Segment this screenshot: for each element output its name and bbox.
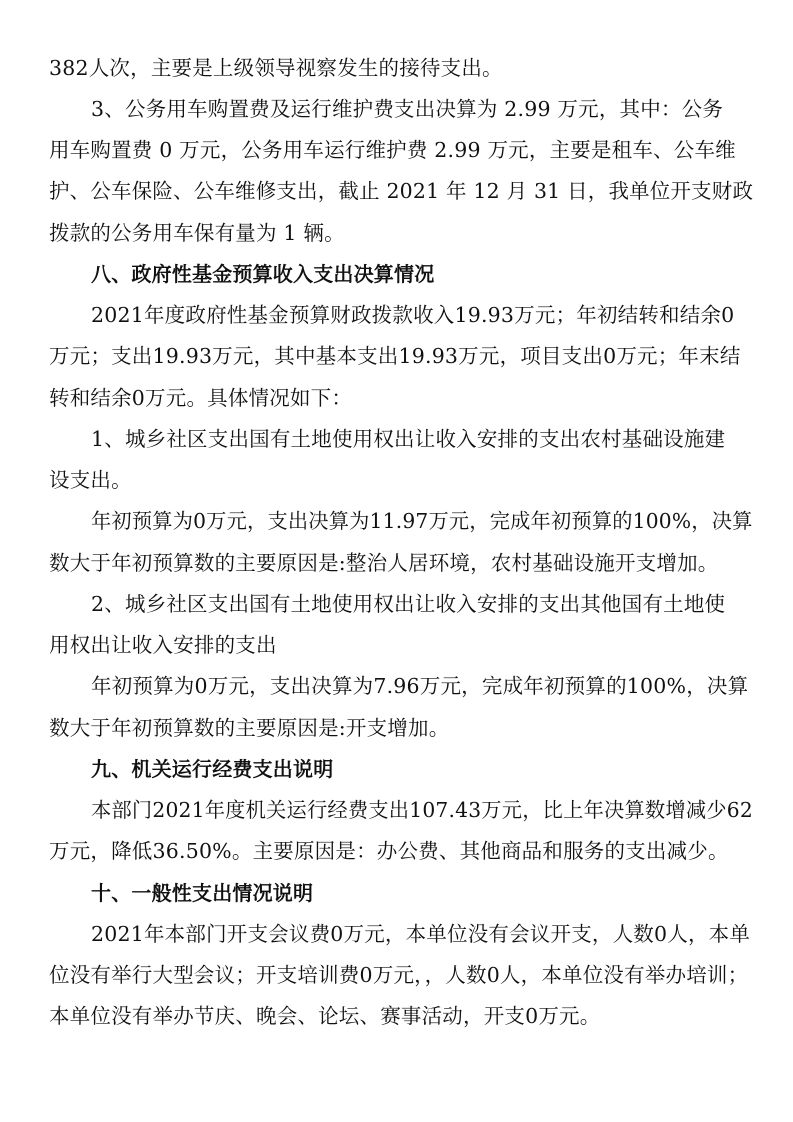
section-heading: 十、一般性支出情况说明: [91, 881, 314, 905]
text-line: 数大于年初预算数的主要原因是:开支增加。: [49, 716, 450, 740]
text-line: 用权出让收入安排的支出: [49, 633, 277, 657]
text-line: 2021年度政府性基金预算财政拨款收入19.93万元；年初结转和结余0: [91, 303, 735, 327]
text-line: 年初预算为0万元，支出决算为7.96万元，完成年初预算的100%，决算: [91, 674, 749, 698]
text-line: 本部门2021年度机关运行经费支出107.43万元，比上年决算数增减少62: [91, 798, 753, 822]
text-line: 1、城乡社区支出国有土地使用权出让收入安排的支出农村基础设施建: [91, 427, 726, 451]
text-line: 数大于年初预算数的主要原因是:整治人居环境，农村基础设施开支增加。: [49, 551, 719, 575]
text-line: 年初预算为0万元，支出决算为11.97万元，完成年初预算的100%，决算: [91, 509, 753, 533]
text-line: 万元，降低36.50%。主要原因是：办公费、其他商品和服务的支出减少。: [49, 839, 729, 863]
text-line: 拨款的公务用车保有量为 1 辆。: [49, 221, 345, 245]
section-heading: 八、政府性基金预算收入支出决算情况: [91, 262, 435, 286]
text-line: 2021年本部门开支会议费0万元，本单位没有会议开支，人数0人，本单: [91, 922, 751, 946]
text-line: 用车购置费 0 万元，公务用车运行维护费 2.99 万元，主要是租车、公车维: [49, 138, 736, 162]
text-line: 万元；支出19.93万元，其中基本支出19.93万元，项目支出0万元；年末结: [49, 344, 741, 368]
text-line: 3、公务用车购置费及运行维护费支出决算为 2.99 万元，其中：公务: [91, 97, 724, 121]
text-line: 转和结余0万元。具体情况如下：: [49, 386, 353, 410]
text-line: 护、公车保险、公车维修支出，截止 2021 年 12 月 31 日，我单位开支财政: [49, 179, 754, 203]
text-line: 设支出。: [49, 468, 132, 492]
section-heading: 九、机关运行经费支出说明: [91, 757, 334, 781]
text-line: 382人次，主要是上级领导视察发生的接待支出。: [49, 56, 503, 80]
text-line: 本单位没有举办节庆、晚会、论坛、赛事活动，开支0万元。: [49, 1004, 601, 1028]
text-line: 位没有举行大型会议；开支培训费0万元，，人数0人，本单位没有举办培训；: [49, 963, 749, 987]
text-line: 2、城乡社区支出国有土地使用权出让收入安排的支出其他国有土地使: [91, 592, 726, 616]
